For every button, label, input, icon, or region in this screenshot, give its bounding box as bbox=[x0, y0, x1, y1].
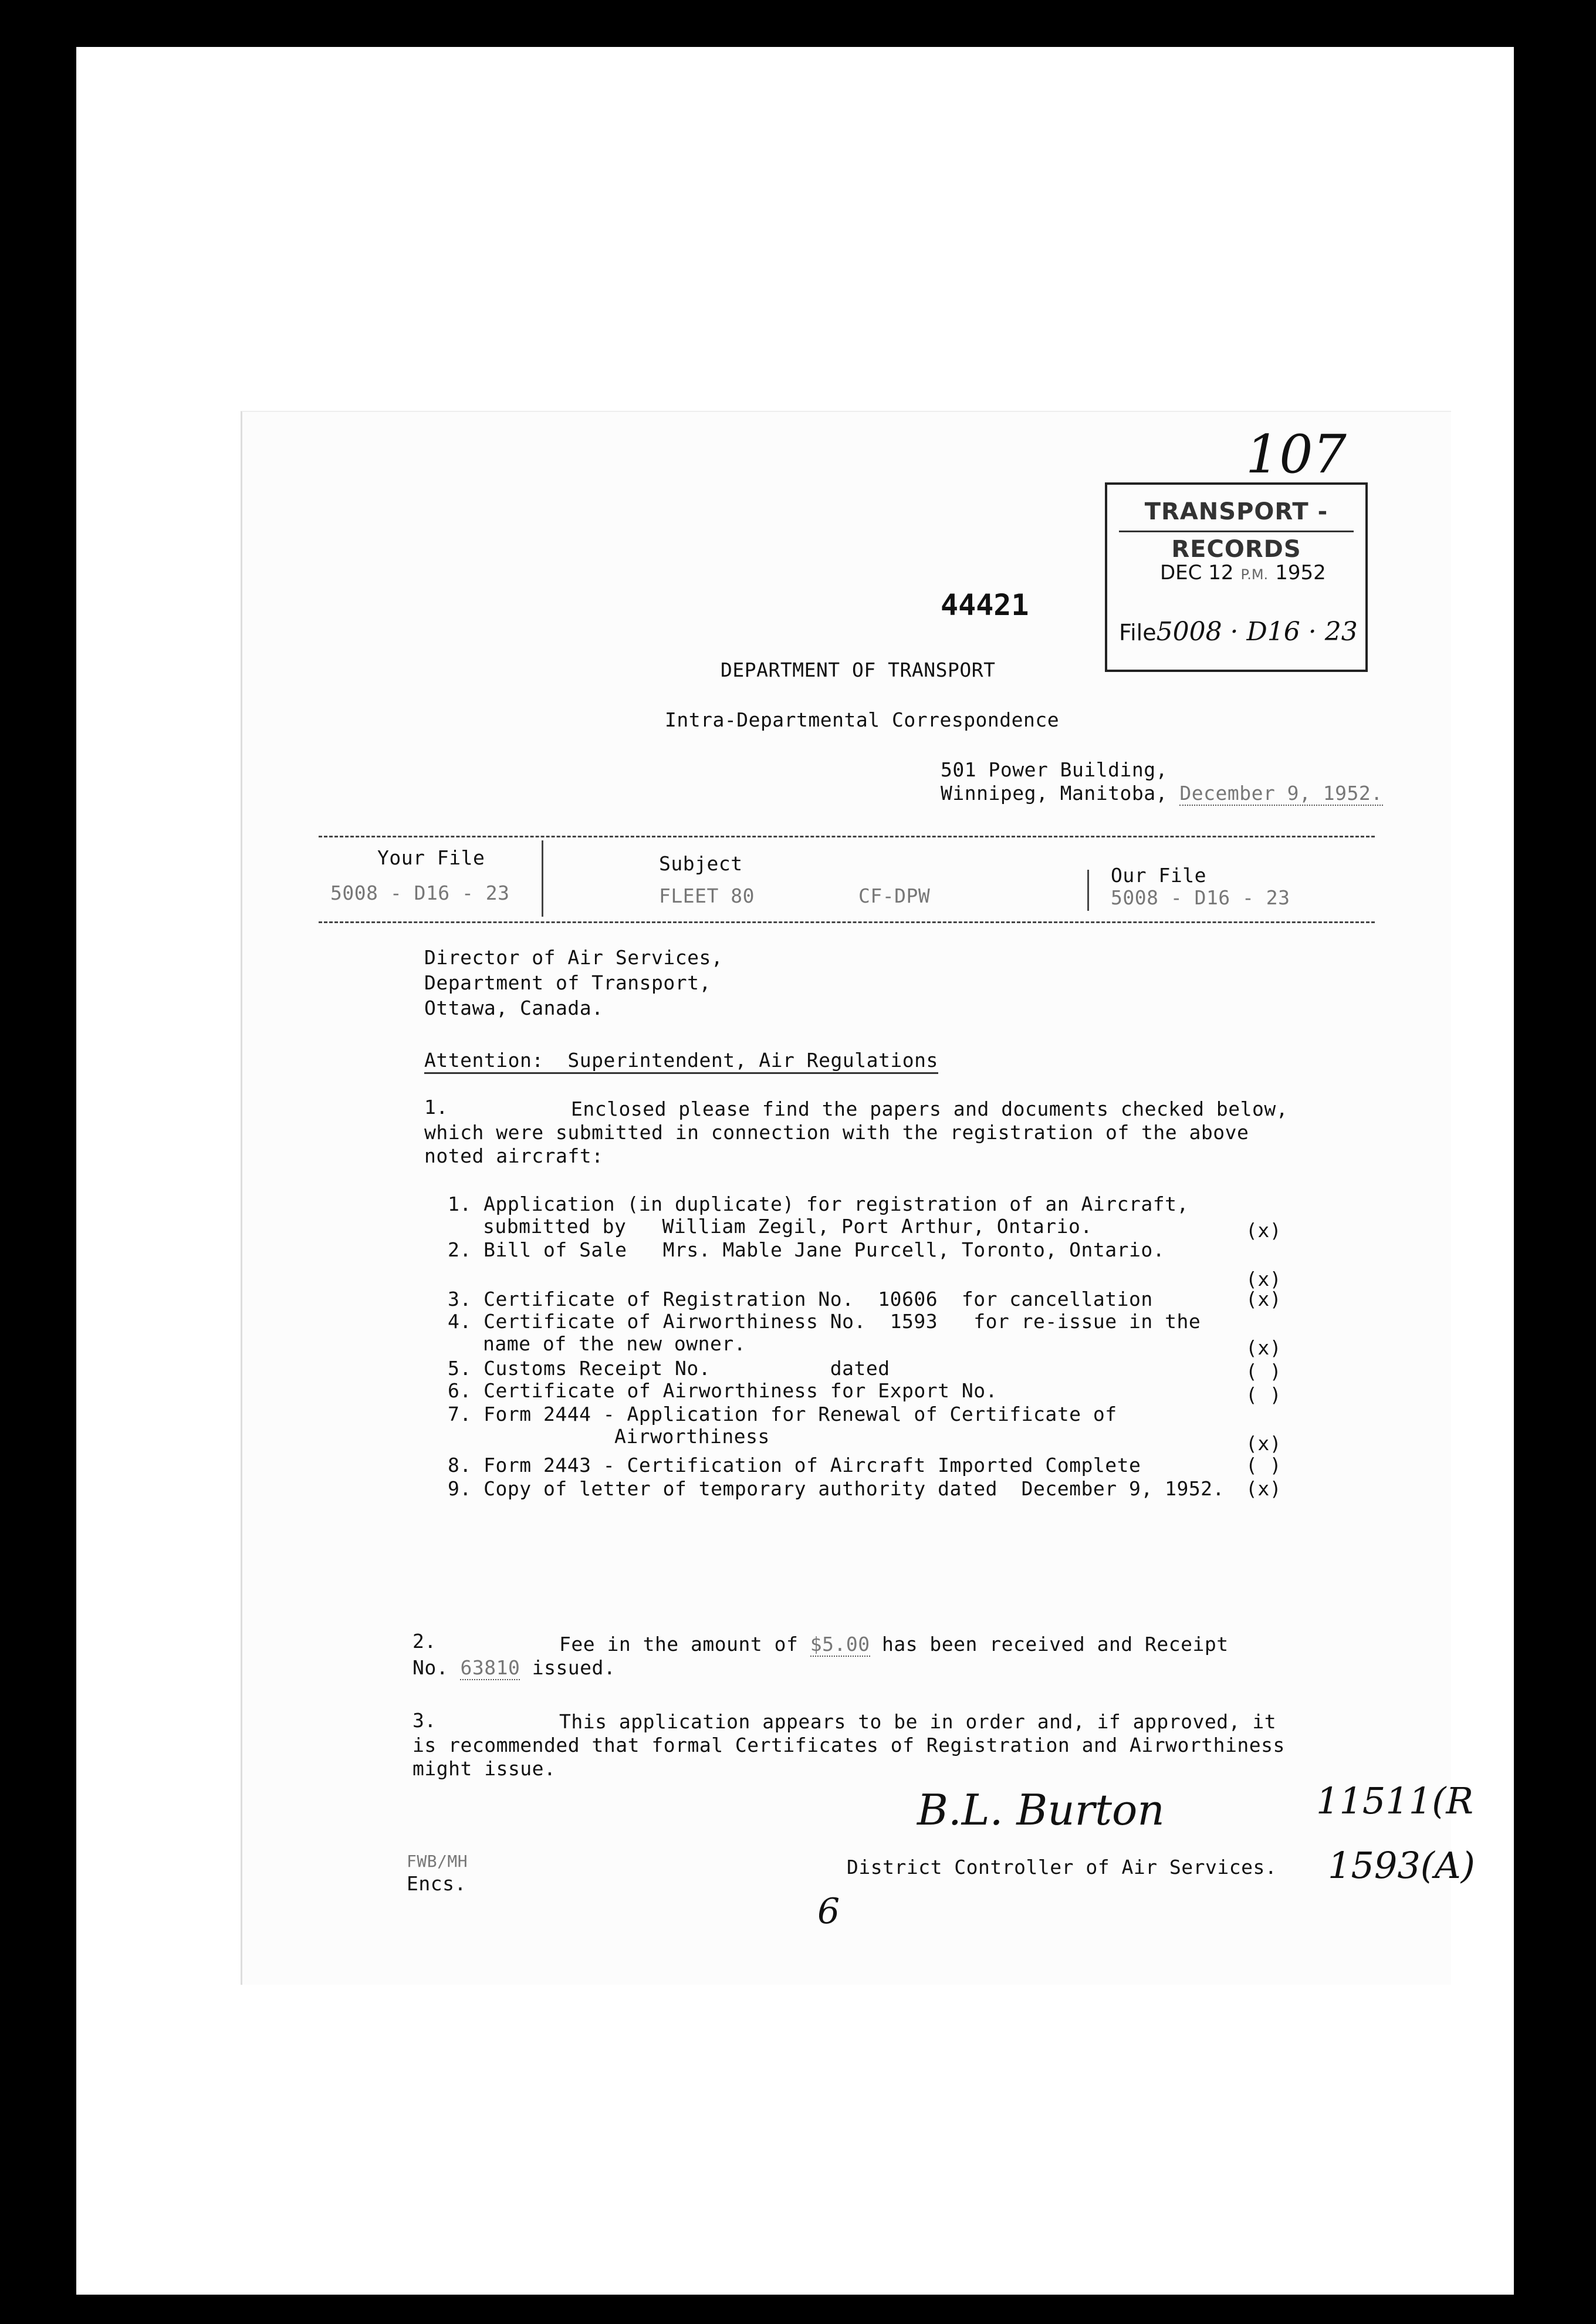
list-item-cont: submitted by William Zegil, Port Arthur, Ontario. bbox=[483, 1215, 1093, 1238]
list-item-cont: name of the new owner. bbox=[483, 1332, 746, 1355]
list-item-mark: ( ) bbox=[1246, 1360, 1282, 1383]
list-item-mark: ( ) bbox=[1246, 1454, 1282, 1477]
para2-line-1: Fee in the amount of $5.00 has been received and Receipt bbox=[559, 1633, 1229, 1656]
para1-line-2: which were submitted in connection with the registration of the above bbox=[424, 1121, 1249, 1144]
address-line-2: Winnipeg, Manitoba, December 9, 1952. bbox=[941, 782, 1383, 805]
typist-initials: FWB/MH bbox=[407, 1852, 468, 1871]
para1-line-3: noted aircraft: bbox=[424, 1144, 604, 1167]
header-bottom-rule bbox=[319, 921, 1375, 923]
para3-line-1: This application appears to be in order and, if approved, it bbox=[559, 1710, 1277, 1733]
header-divider-2 bbox=[1087, 870, 1089, 911]
list-item: 6. Certificate of Airworthiness for Export No. bbox=[448, 1379, 998, 1402]
para1-line-1: Enclosed please find the papers and documents checked below, bbox=[571, 1097, 1289, 1120]
para2-line-2: No. 63810 issued. bbox=[412, 1656, 616, 1679]
enclosures-note: Encs. bbox=[407, 1872, 466, 1895]
our-file-label: Our File bbox=[1111, 864, 1206, 887]
list-item: 8. Form 2443 - Certification of Aircraft Imported Complete bbox=[448, 1454, 1141, 1477]
signatory-title: District Controller of Air Services. bbox=[847, 1856, 1277, 1879]
handwritten-mark: 6 bbox=[817, 1891, 840, 1932]
list-item: 1. Application (in duplicate) for registration of an Aircraft, bbox=[448, 1193, 1189, 1215]
para2-number: 2. bbox=[412, 1630, 437, 1653]
para3-number: 3. bbox=[412, 1709, 437, 1732]
stamp-title: TRANSPORT - RECORDS bbox=[1119, 493, 1354, 532]
signature: B.L. Burton bbox=[917, 1785, 1165, 1835]
list-item: 3. Certificate of Registration No. 10606 for cancellation bbox=[448, 1288, 1153, 1310]
department-heading: DEPARTMENT OF TRANSPORT bbox=[721, 658, 996, 681]
our-file-value: 5008 - D16 - 23 bbox=[1111, 886, 1290, 909]
recipient-line-3: Ottawa, Canada. bbox=[424, 997, 604, 1019]
header-top-rule bbox=[319, 836, 1375, 837]
attention-line: Attention: Superintendent, Air Regulations bbox=[424, 1049, 938, 1074]
memo-page bbox=[241, 411, 1475, 1985]
list-item: 9. Copy of letter of temporary authority dated December 9, 1952. bbox=[448, 1477, 1225, 1500]
recipient-line-2: Department of Transport, bbox=[424, 971, 711, 994]
stamp-file: File5008 · D16 · 23 bbox=[1119, 617, 1358, 647]
header-divider-1 bbox=[542, 840, 543, 917]
your-file-label: Your File bbox=[377, 846, 485, 869]
list-item: 7. Form 2444 - Application for Renewal of Certificate of bbox=[448, 1403, 1117, 1426]
list-item-mark: (x) bbox=[1246, 1288, 1282, 1310]
list-item-mark: (x) bbox=[1246, 1336, 1282, 1359]
para3-line-2: is recommended that formal Certificates of Registration and Airworthiness bbox=[412, 1734, 1285, 1756]
list-item-mark: ( ) bbox=[1246, 1383, 1282, 1406]
subject-value-1: FLEET 80 bbox=[659, 884, 755, 907]
para3-line-3: might issue. bbox=[412, 1757, 556, 1780]
list-item: 4. Certificate of Airworthiness No. 1593 for re-issue in the bbox=[448, 1310, 1201, 1333]
subject-label: Subject bbox=[659, 852, 743, 875]
subject-value-2: CF-DPW bbox=[858, 884, 931, 907]
list-item-mark: (x) bbox=[1246, 1477, 1282, 1500]
list-item-mark: (x) bbox=[1246, 1268, 1282, 1291]
recipient-line-1: Director of Air Services, bbox=[424, 946, 723, 969]
handwritten-registration-number: 11511(R bbox=[1316, 1779, 1474, 1822]
address-line-1: 501 Power Building, bbox=[941, 758, 1168, 781]
document-number: 44421 bbox=[941, 588, 1029, 622]
list-item: 2. Bill of Sale Mrs. Mable Jane Purcell, Toronto, Ontario. bbox=[448, 1238, 1165, 1261]
your-file-value: 5008 - D16 - 23 bbox=[330, 881, 510, 904]
stamp-date: DEC 12 P.M. 1952 bbox=[1160, 561, 1326, 585]
list-item-mark: (x) bbox=[1246, 1432, 1282, 1455]
handwritten-airworthiness-number: 1593(A) bbox=[1328, 1844, 1475, 1887]
list-item: 5. Customs Receipt No. dated bbox=[448, 1357, 890, 1380]
para1-number: 1. bbox=[424, 1096, 448, 1119]
handwritten-page-number: 107 bbox=[1246, 424, 1347, 485]
correspondence-type: Intra-Departmental Correspondence bbox=[665, 708, 1060, 731]
list-item-mark: (x) bbox=[1246, 1219, 1282, 1242]
records-stamp bbox=[1105, 482, 1368, 672]
list-item-cont: Airworthiness bbox=[483, 1425, 770, 1448]
